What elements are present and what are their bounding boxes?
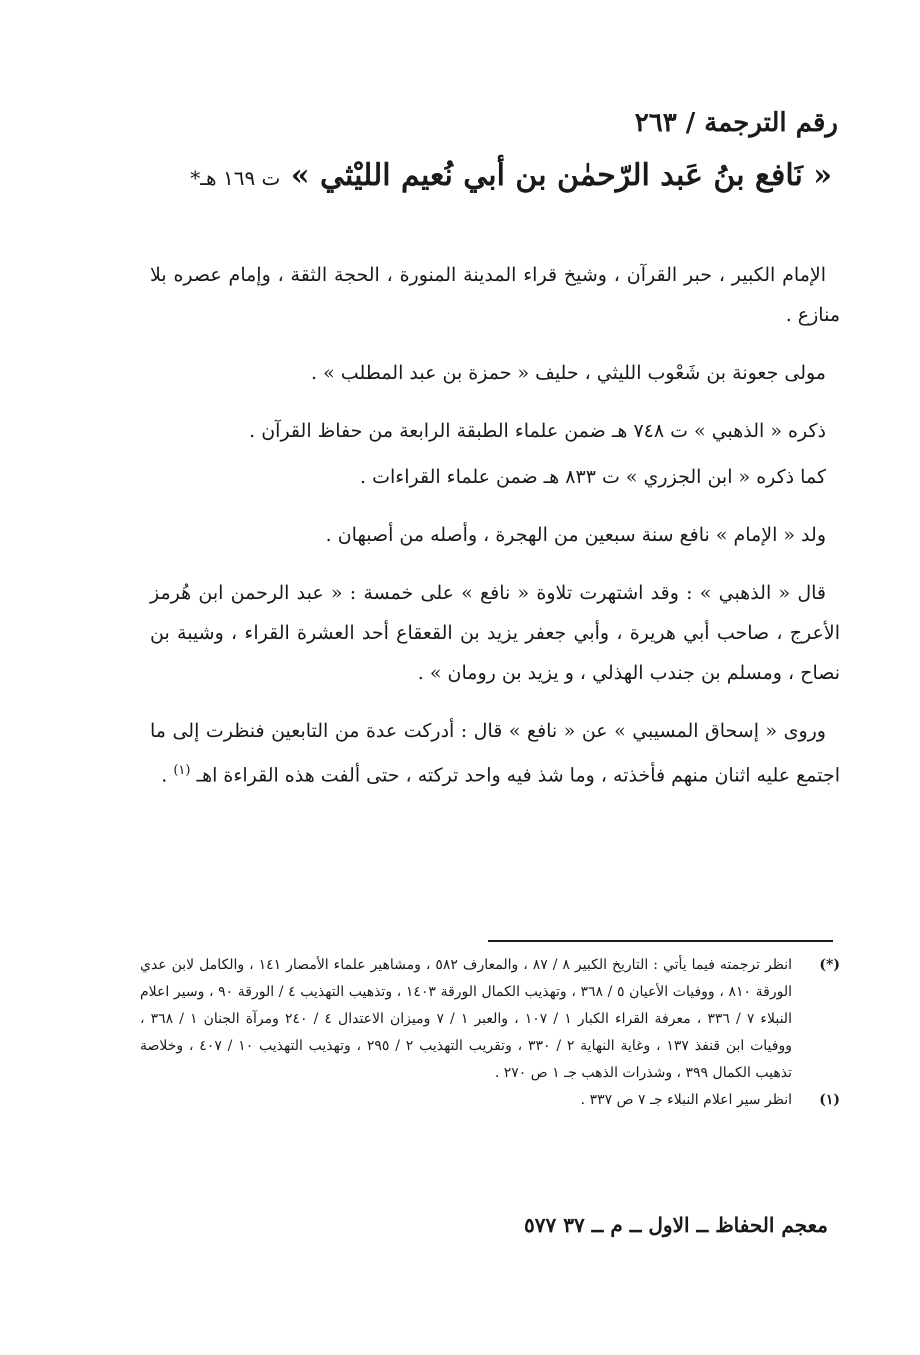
paragraph-musayyabi-quote bbox=[150, 711, 840, 795]
paragraph-jazari-mention: كما ذكره « ابن الجزري » ت ٨٣٣ هـ ضمن علماء القراءات . bbox=[360, 466, 826, 488]
biography-title bbox=[190, 158, 832, 193]
footnote-sources bbox=[140, 952, 840, 1087]
footnotes bbox=[140, 952, 840, 1114]
quote-text: وروى « إسحاق المسيبي » عن « نافع » قال : أدركت عدة من التابعين فنظرت إلى ما اجتمع عليه اثنان منهم فأخذته ، وما شذ فيه واحد تركته ، حتى ألفت هذه القراءة اهـ bbox=[150, 720, 840, 787]
footnote-divider bbox=[488, 940, 833, 942]
paragraph-birth: ولد « الإمام » نافع سنة سبعين من الهجرة ، وأصله من أصبهان . bbox=[325, 524, 826, 546]
death-date: ت ١٦٩ هـ* bbox=[190, 166, 281, 190]
subject-name: « نَافع بنُ عَبد الرّحمٰن بن أبي نُعيم الليْثي » bbox=[290, 158, 832, 193]
footnote-label: (*) bbox=[819, 957, 840, 973]
footnote-1 bbox=[140, 1087, 840, 1114]
paragraph-lineage: مولى جعونة بن شَعْوب الليثي ، حليف « حمزة بن عبد المطلب » . bbox=[311, 362, 826, 384]
footnote-label: (١) bbox=[819, 1092, 840, 1108]
footnote-reference: (١) bbox=[173, 763, 191, 778]
biography-body bbox=[150, 255, 840, 813]
paragraph-introduction: الإمام الكبير ، حبر القرآن ، وشيخ قراء المدينة المنورة ، الحجة الثقة ، وإمام عصره بلا منازع . bbox=[150, 264, 840, 326]
paragraph-teachers: قال « الذهبي » : وقد اشتهرت تلاوة « نافع » على خمسة : « عبد الرحمن ابن هُرمز الأعرج ، صاحب أبي هريرة ، وأبي جعفر يزيد بن القعقاع أحد العشرة القراء ، وشيبة بن نصاح ، ومسلم بن جندب الهذلي ، و يزيد بن رومان » . bbox=[150, 582, 840, 684]
page-number: ٥٧٧ bbox=[524, 1213, 557, 1237]
paragraph-dhahabi-mention: ذكره « الذهبي » ت ٧٤٨ هـ ضمن علماء الطبقة الرابعة من حفاظ القرآن . bbox=[249, 420, 826, 442]
running-title: معجم الحفاظ ــ الاول ــ م ــ ٣٧ bbox=[563, 1213, 828, 1237]
quote-end-mark: . bbox=[161, 764, 168, 787]
entry-number: رقم الترجمة / ٢٦٣ bbox=[634, 108, 838, 138]
page-footer bbox=[424, 1213, 828, 1237]
footnote-text: انظر سير اعلام النبلاء جـ ٧ ص ٣٣٧ . bbox=[580, 1092, 792, 1108]
footnote-text: انظر ترجمته فيما يأتي : التاريخ الكبير ٨ / ٨٧ ، والمعارف ٥٨٢ ، ومشاهير علماء الأمصار ١٤١ ، والكامل لابن عدي الورقة ٨١٠ ، ووفيات الأعيان ٥ / ٣٦٨ ، وتهذيب الكمال الورقة ١٤٠٣ ، وتذهيب التهذيب ٤ / الورقة ٩٠ ، وسير اعلام النبلاء ٧ / ٣٣٦ ، معرفة القراء الكبار ١ / ١٠٧ ، والعبر ١ / ٧ وميزان الاعتدال ٤ / ٢٤٠ ومرآة الجنان ١ / ٣٦٨ ، ووفيات ابن قنفذ ١٣٧ ، وغاية النهاية ٢ / ٣٣٠ ، وتقريب التهذيب ٢ / ٢٩٥ ، وتهذيب التهذيب ١٠ / ٤٠٧ ، وخلاصة تذهيب الكمال ٣٩٩ ، وشذرات الذهب جـ ١ ص ٢٧٠ . bbox=[140, 957, 793, 1081]
